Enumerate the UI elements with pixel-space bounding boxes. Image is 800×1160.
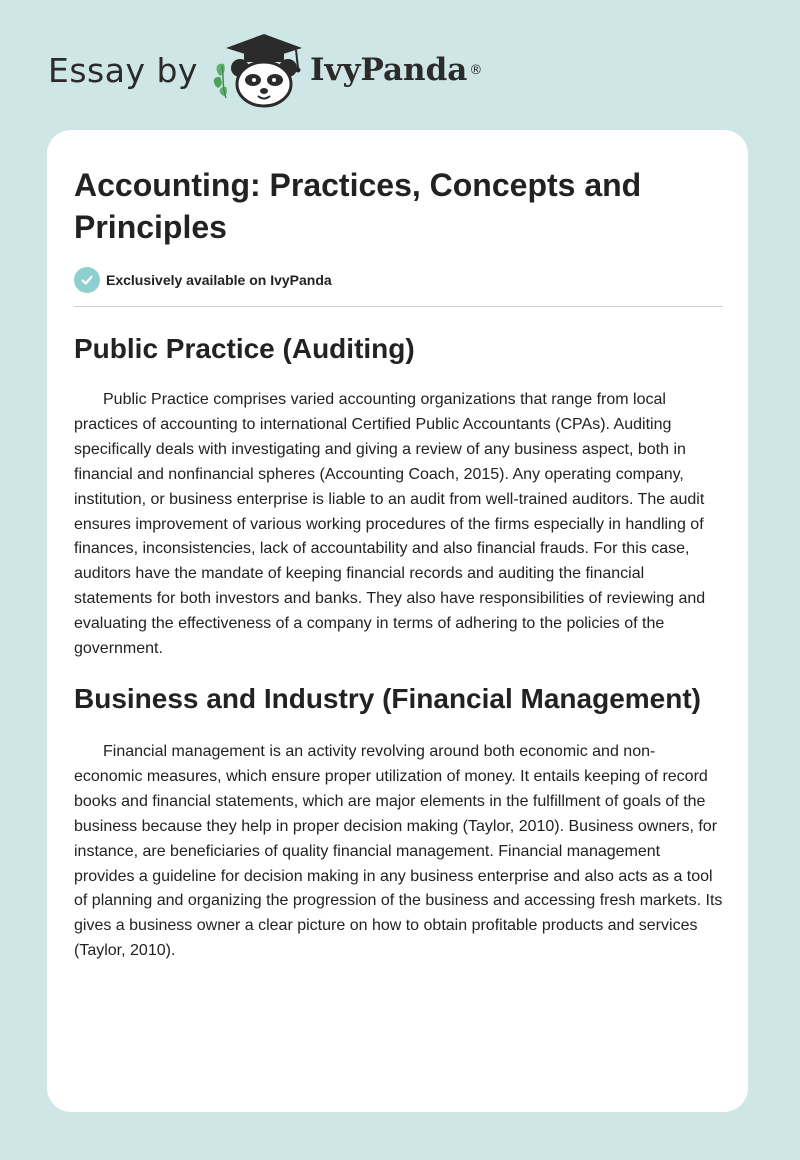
brand-prefix: Essay by	[48, 50, 198, 90]
check-circle-icon	[74, 267, 100, 293]
section-paragraph-business-industry: Financial management is an activity revolving around both economic and non-economic measures, which ensure proper utilization of money. It entails keeping of record books and financial statements, which are major elements in the fulfillment of goals of the business because they help in proper decision making (Taylor, 2010). Business owners, for instance, are beneficiaries of quality financial management. Financial management provides a guideline for decision making in any business enterprise and also acts as a tool of planning and organizing the progression of the business and accessing fresh markets. Its gives a business owner a clear picture on how to obtain profitable products and services (Taylor, 2010).	[74, 742, 723, 960]
exclusive-badge	[74, 266, 723, 294]
article-card	[47, 130, 748, 1112]
divider	[74, 306, 723, 307]
section-paragraph-public-practice: Public Practice comprises varied accounting organizations that range from local practices of accounting to international Certified Public Accountants (CPAs). Auditing specifically deals with investigating and giving a review of any business aspect, both in financial and nonfinancial spheres (Accounting Coach, 2015). Any operating company, institution, or business enterprise is liable to an audit from well-trained auditors. The audit ensures improvement of various working procedures of the firms especially in handling of finances, inconsistencies, lack of accountability and also financial frauds. For this case, auditors have the mandate of keeping financial records and auditing the financial statements for both investors and banks. They also have responsibilities of reviewing and evaluating the effectiveness of a company in terms of adhering to the policies of the government.	[74, 391, 706, 658]
section-heading-public-practice: Public Practice (Auditing)	[74, 333, 415, 364]
site-header	[48, 30, 482, 110]
panda-graduate-logo-icon[interactable]	[210, 30, 306, 110]
article-content	[74, 130, 723, 964]
article-title: Accounting: Practices, Concepts and Principles	[74, 167, 642, 245]
section-heading-business-industry: Business and Industry (Financial Management)	[74, 682, 702, 714]
exclusive-badge-label: Exclusively available on IvyPanda	[106, 272, 332, 288]
registered-mark: ®	[469, 62, 483, 78]
brand-name: IvyPanda	[309, 52, 468, 88]
